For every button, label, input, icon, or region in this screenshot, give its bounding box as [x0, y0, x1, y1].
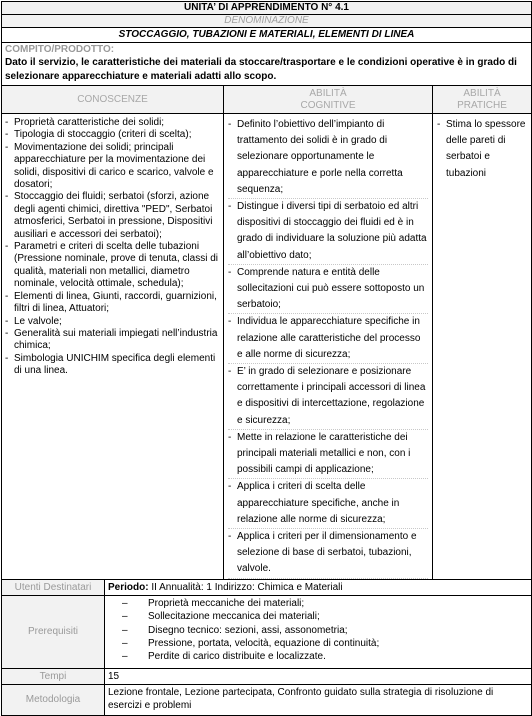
tempi-value: 15: [105, 668, 532, 684]
conoscenze-item: - Le valvole;: [5, 316, 221, 328]
prerequisiti-item: – Proprietà meccaniche dei materiali;: [122, 597, 528, 610]
denominazione-label: DENOMINAZIONE: [2, 15, 532, 28]
conoscenze-header: CONOSCENZE: [2, 86, 224, 114]
abilita-pratiche-header-line2: PRATICHE: [457, 99, 507, 111]
prerequisiti-item: – Sollecitazione meccanica dei materiali;: [122, 610, 528, 623]
abilita-cognitive-header: [224, 86, 433, 114]
uda-document: [1, 1, 531, 711]
conoscenze-item: - Parametri e criteri di scelta delle tubazioni (Pressione nominale, prove di tenuta, classi di qualità, materiali non metallici, diametro nominale, velocità ottimale, schedula);: [5, 241, 221, 291]
periodo-label: Periodo:: [108, 581, 149, 593]
abilita-cognitive-item: - Definito l’obiettivo dell’impianto di trattamento dei solidi è in grado di selezionare opportunamente le apparecchiature e porle nella corretta sequenza;: [228, 117, 428, 199]
unit-name: STOCCAGGIO, TUBAZIONI E MATERIALI, ELEMENTI DI LINEA: [2, 28, 532, 43]
abilita-cognitive-item: - Applica i criteri di scelta delle apparecchiature specifiche, anche in relazione alle norme di sicurezza;: [228, 479, 428, 529]
utenti-value: [105, 579, 532, 595]
compito-text: Dato il servizio, le caratteristiche dei materiali da stoccare/trasportare e le condizioni operative è in grado di selezionare apparecchiature e materiali adatti allo scopo.: [5, 57, 517, 82]
conoscenze-item: - Generalità sui materiali impiegati nell’industria chimica;: [5, 328, 221, 353]
annualita-label: Annualità:: [159, 581, 204, 593]
indirizzo-value: Chimica e Materiali: [257, 581, 343, 593]
compito-section: [2, 43, 532, 86]
prerequisiti-value: [105, 595, 532, 668]
abilita-cognitive-item: - Applica i criteri per il dimensionamento e selezione di base di serbatoi, tubazioni, valvole.: [228, 529, 428, 579]
abilita-pratiche-header-line1: ABILITÀ: [463, 87, 501, 99]
metodologia-label: Metodologia: [2, 684, 105, 715]
abilita-cognitive-item: - E’ in grado di selezionare e posizionare correttamente i principali accessori di linea e dispositivi di intercettazione, regolazione e sicurezza;: [228, 364, 428, 430]
conoscenze-item: - Simbologia UNICHIM specifica degli elementi di una linea.: [5, 353, 221, 378]
prerequisiti-list: [108, 597, 528, 664]
compito-label: COMPITO/PRODOTTO:: [5, 44, 115, 55]
conoscenze-item: - Stoccaggio dei fluidi; serbatoi (sforzi, azione degli agenti chimici, direttiva "PED", Serbatoi atmosferici, Serbatoi in pressione, Dispositivi ausiliari e accessori dei serbatoi);: [5, 191, 221, 241]
prerequisiti-item: – Disegno tecnico: sezioni, assi, assonometria;: [122, 624, 528, 637]
prerequisiti-item: – Perdite di carico distribuite e localizzate.: [122, 650, 528, 663]
indirizzo-label: Indirizzo:: [214, 581, 255, 593]
tempi-label: Tempi: [2, 668, 105, 684]
abilita-cognitive-list: [224, 114, 432, 579]
abilita-pratiche-item: - Stima lo spessore delle pareti di serbatoi e tubazioni: [437, 117, 527, 182]
abilita-cognitive-item: - Comprende natura e entità delle sollecitazioni cui può essere sottoposto un serbatoio;: [228, 265, 428, 315]
uda-table: [1, 1, 532, 716]
metodologia-value: Lezione frontale, Lezione partecipata, Confronto guidato sulla strategia di risoluzione di esercizi e problemi: [105, 684, 532, 715]
conoscenze-item: - Movimentazione dei solidi; principali apparecchiature per la movimentazione dei solidi, dispositivi di carico e scarico, valvole e dosatori;: [5, 142, 221, 192]
periodo-value: II: [151, 581, 157, 593]
abilita-cognitive-header-line2: COGNITIVE: [300, 99, 356, 111]
abilita-pratiche-cell: [433, 114, 532, 580]
annualita-value: 1: [206, 581, 212, 593]
abilita-pratiche-header: [433, 86, 532, 114]
unit-title: UNITA’ DI APPRENDIMENTO N° 4.1: [2, 2, 532, 15]
abilita-cognitive-item: - Individua le apparecchiature specifiche in relazione alle caratteristiche del processo e alle norme di sicurezza;: [228, 314, 428, 364]
conoscenze-list: [2, 114, 223, 378]
utenti-label: Utenti Destinatari: [2, 579, 105, 595]
prerequisiti-item: – Pressione, portata, velocità, equazione di continuità;: [122, 637, 528, 650]
conoscenze-item: - Proprietà caratteristiche dei solidi;: [5, 117, 221, 129]
abilita-cognitive-header-line1: ABILITÀ: [309, 87, 347, 99]
abilita-cognitive-item: - Mette in relazione le caratteristiche dei principali materiali metallici e non, con i possibili campi di applicazione;: [228, 430, 428, 480]
prerequisiti-label: Prerequisiti: [2, 595, 105, 668]
abilita-cognitive-cell: [224, 114, 433, 580]
conoscenze-item: - Tipologia di stoccaggio (criteri di scelta);: [5, 129, 221, 141]
abilita-pratiche-list: [433, 114, 531, 182]
abilita-cognitive-item: - Distingue i diversi tipi di serbatoio ed altri dispositivi di stoccaggio dei fluidi ed è in grado di individuare la soluzione più adatta all’obiettivo dato;: [228, 199, 428, 265]
conoscenze-cell: [2, 114, 224, 580]
conoscenze-item: - Elementi di linea, Giunti, raccordi, guarnizioni, filtri di linea, Attuatori;: [5, 291, 221, 316]
